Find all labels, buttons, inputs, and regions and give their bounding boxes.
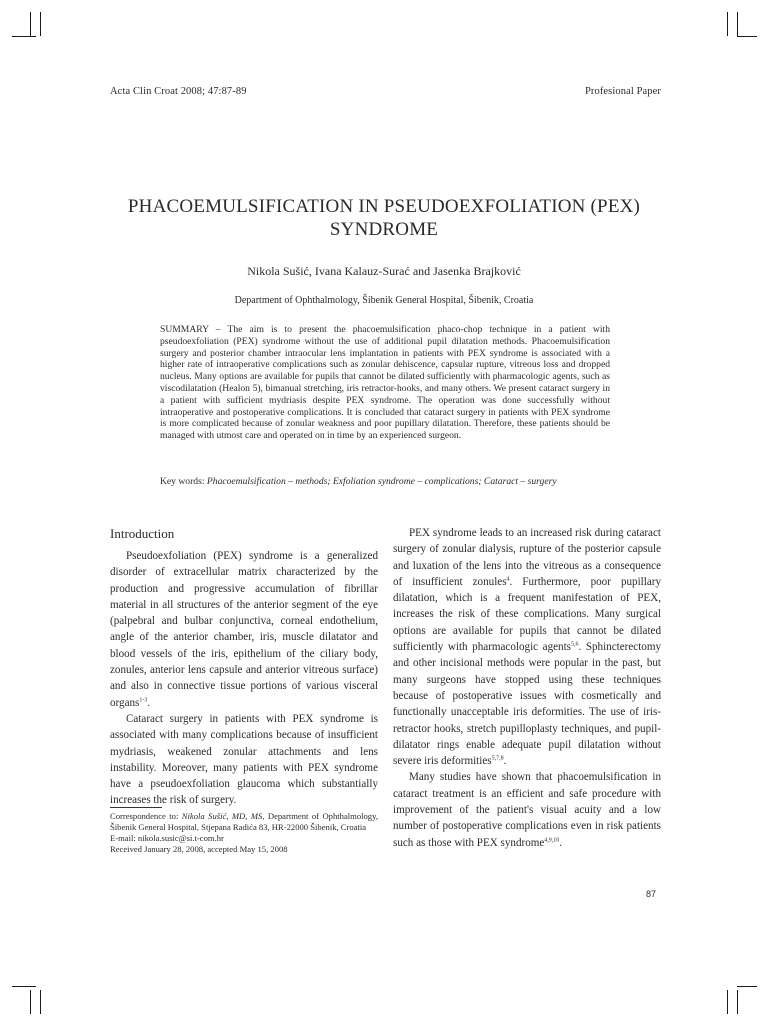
crop-mark (727, 990, 728, 1014)
crop-mark (12, 36, 36, 37)
correspondence-address: , Department of Ophthalmology, Šibenik General Hospital, Stjepana Radića 83, HR-22000 Šibenik, Croatia (110, 811, 378, 832)
citation: 4,9,10 (544, 836, 560, 843)
footnote (110, 811, 378, 855)
crop-mark (727, 12, 728, 36)
paragraph (393, 525, 661, 769)
keywords (160, 476, 620, 488)
title-line: SYNDROME (329, 219, 439, 240)
paragraph-text: . Furthermore, poor pupillary dilatation, which is a frequent manifestation of PEX, increases the risk of these complications. Many surgical options are available for pupils that cannot be dilated sufficiently with pharmacologic agents (393, 575, 661, 654)
paragraph (110, 548, 378, 711)
page-number: 87 (645, 889, 656, 899)
correspondence-label: Correspondence to: (110, 811, 182, 821)
keywords-label: Key words: (160, 476, 207, 487)
correspondence-name: Nikola Sušić, MD, MS (181, 811, 263, 821)
footnote-divider (110, 807, 162, 808)
paragraph-text: Pseudoexfoliation (PEX) syndrome is a generalized disorder of extracellular matrix characterized by the production and progressive accumulation of fibrillar material in all structures of the anterior segment of the eye (palpebral and bulbar conjunctiva, corneal endothelium, angle of the anterior chamber, iris, muscle dilatator and blood vessels of the iris, epithelium of the ciliary body, zonules, anterior lens capsule and anterior vitreous surface) and also in connective tissue portions of various visceral organs (110, 550, 378, 709)
citation: 4 (506, 576, 510, 583)
affiliation: Department of Ophthalmology, Šibenik General Hospital, Šibenik, Croatia (234, 295, 534, 306)
citation: 1-3 (139, 696, 148, 703)
paper-type: Profesional Paper (584, 86, 661, 97)
paper-title (100, 195, 668, 241)
abstract (160, 324, 610, 442)
keywords-text: Phacoemulsification – methods; Exfoliation syndrome – complications; Cataract – surgery (206, 476, 557, 487)
paragraph: Cataract surgery in patients with PEX syndrome is associated with many complications because of insufficient mydriasis, weakened zonular attachments and lens instability. Moreover, many patients with PEX syndrome have a pseudoexfoliation glaucoma which substantially increases the risk of surgery. (110, 712, 378, 807)
citation: 5,6 (571, 641, 579, 648)
crop-mark (40, 12, 41, 36)
section-heading: Introduction (110, 526, 175, 541)
crop-mark (30, 990, 31, 1014)
crop-mark (737, 36, 757, 37)
abstract-label: SUMMARY (160, 324, 209, 335)
crop-mark (737, 990, 738, 1014)
column-left (110, 548, 378, 809)
crop-mark (12, 986, 36, 987)
citation: 5,7,8 (491, 755, 504, 762)
paragraph-text: . (147, 696, 151, 709)
crop-mark (737, 12, 738, 36)
paragraph-text: . (503, 755, 507, 768)
journal-reference: Acta Clin Croat 2008; 47:87-89 (110, 86, 247, 97)
authors: Nikola Sušić, Ivana Kalauz-Surać and Jasenka Brajković (247, 264, 521, 278)
received-date: Received January 28, 2008, accepted May 15, 2008 (110, 844, 288, 854)
paragraph-text: PEX syndrome leads to an increased risk during cataract surgery of zonular dialysis, rupture of the posterior capsule and luxation of the lens into the vitreous as a consequence of insufficient zonules (393, 527, 661, 588)
paragraph (393, 769, 661, 850)
crop-mark (737, 986, 757, 987)
abstract-text: – The aim is to present the phacoemulsification phaco-chop technique in a patient with pseudoexfoliation (PEX) syndrome without the use of additional pupil dilatation methods. Phacoemulsification surgery and posterior chamber intraocular lens implantation in patients with PEX syndrome is associated with a higher rate of intraoperative complications such as zonular dehiscence, capsular rupture, vitreous loss and dropped nucleus. Many options are available for pupils that cannot be dilated sufficiently with pharmacologic agents, such as viscodilatation (Healon 5), bimanual stretching, iris retractor-hooks, and many others. We present cataract surgery in a patient with sufficient mydriasis despite PEX syndrome. The operation was done successfully without intraoperative and postoperative complications. It is concluded that cataract surgery in patients with PEX syndrome is more complicated because of zonular weakness and poor pupillary dilatation. Therefore, these patients should be managed with utmost care and operated on in time by an experienced surgeon. (160, 324, 610, 442)
paragraph-text: . (559, 836, 563, 849)
title-line: PHACOEMULSIFICATION IN PSEUDOEXFOLIATION (PEX) (127, 196, 641, 217)
crop-mark (30, 12, 31, 36)
email: E-mail: nikola.susic@si.t-com.hr (110, 833, 224, 843)
paragraph-text: Many studies have shown that phacoemulsification in cataract treatment is an efficient and safe procedure with improvement of the patient's visual acuity and a low number of postoperative complications even in risk patients such as those with PEX syndrome (393, 771, 661, 849)
paragraph-text: . Sphincterectomy and other incisional methods were popular in the past, but many surgeons have stopped using these techniques because of postoperative issues with cosmetically and functionally unacceptable iris deformities. The use of iris-retractor hooks, stretch pupilloplasty techniques, and pupil-dilatator rings enable adequate pupil dilatation without severe iris deformities (393, 641, 662, 768)
correspondence (110, 811, 378, 833)
column-right (393, 525, 661, 851)
crop-mark (40, 990, 41, 1014)
